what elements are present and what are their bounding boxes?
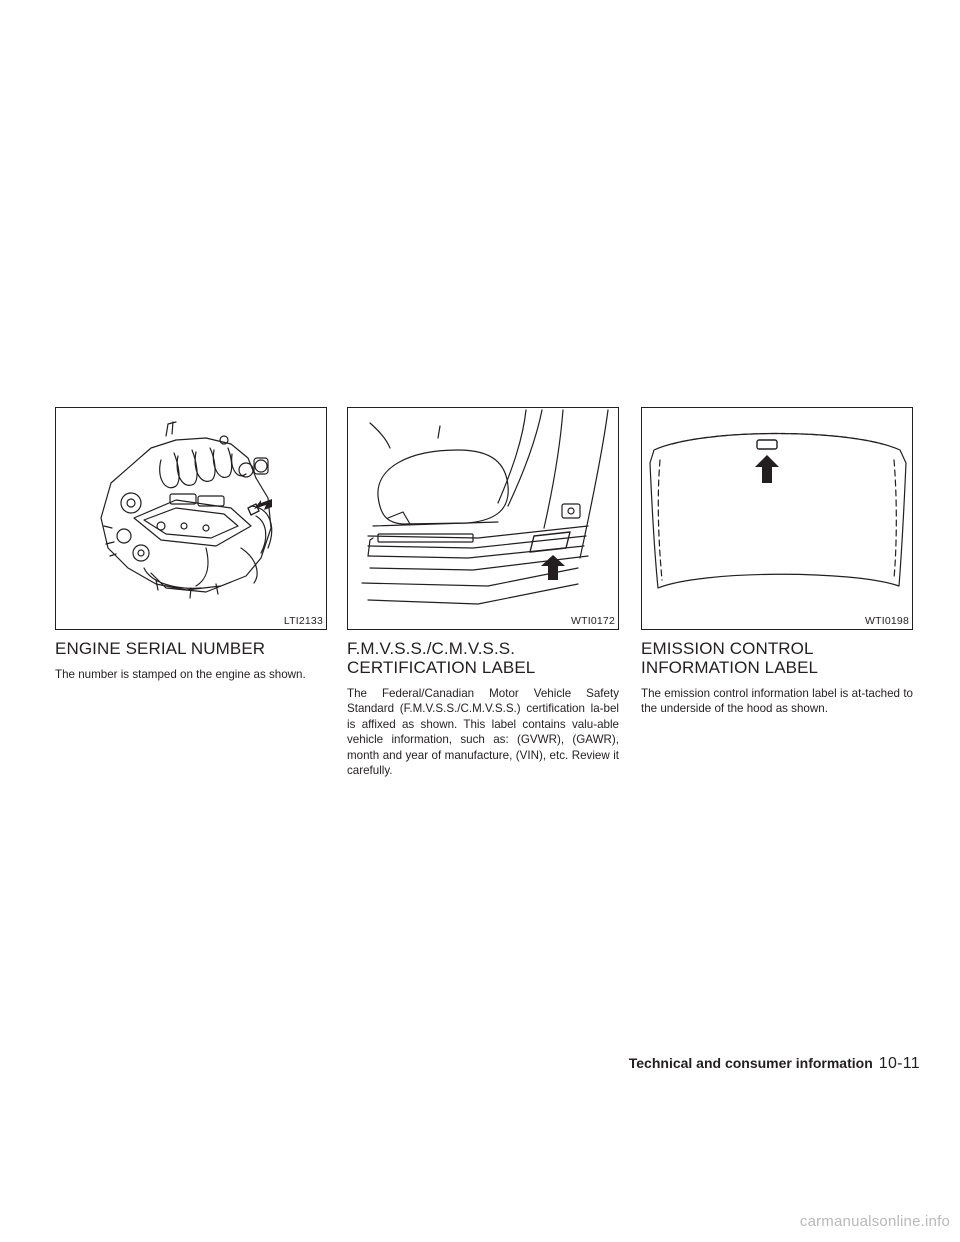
page-footer xyxy=(590,1055,920,1073)
heading-line: F.M.V.S.S./C.M.V.S.S. xyxy=(347,639,516,658)
section-heading xyxy=(641,639,913,677)
page-number: 10-11 xyxy=(878,1055,920,1072)
section-body: The number is stamped on the engine as shown. xyxy=(55,668,306,681)
arrow-icon xyxy=(755,455,779,483)
door-sill-label-illustration-icon xyxy=(348,408,618,629)
section-heading: ENGINE SERIAL NUMBER xyxy=(55,639,266,658)
heading-line: INFORMATION LABEL xyxy=(641,658,819,677)
hood-label-illustration-icon xyxy=(642,408,912,629)
section-engine-serial-number xyxy=(55,407,327,682)
figure-door-sill xyxy=(347,407,619,630)
heading-line: EMISSION CONTROL xyxy=(641,639,814,658)
heading-line: CERTIFICATION LABEL xyxy=(347,658,536,677)
footer-section-title: Technical and consumer information xyxy=(628,1055,873,1071)
section-body: The Federal/Canadian Motor Vehicle Safety Standard (F.M.V.S.S./C.M.V.S.S.) certification la-bel is affixed as shown. This label contains valu-able vehicle information, such as: (GVWR), (GAWR), month and year of manufacture, (VIN), etc. Review it carefully. xyxy=(347,687,619,778)
figure-hood xyxy=(641,407,913,630)
section-heading xyxy=(347,639,619,677)
figure-code: WTI0198 xyxy=(865,615,909,627)
figure-code: LTI2133 xyxy=(283,615,323,627)
section-emission-control-label xyxy=(641,407,913,717)
section-certification-label xyxy=(347,407,619,778)
section-body: The emission control information label is at-tached to the underside of the hood as shown. xyxy=(641,687,913,716)
figure-engine xyxy=(55,407,327,630)
engine-illustration-icon xyxy=(56,408,326,629)
figure-code: WTI0172 xyxy=(571,615,615,627)
watermark: carmanualsonline.info xyxy=(799,1213,950,1230)
